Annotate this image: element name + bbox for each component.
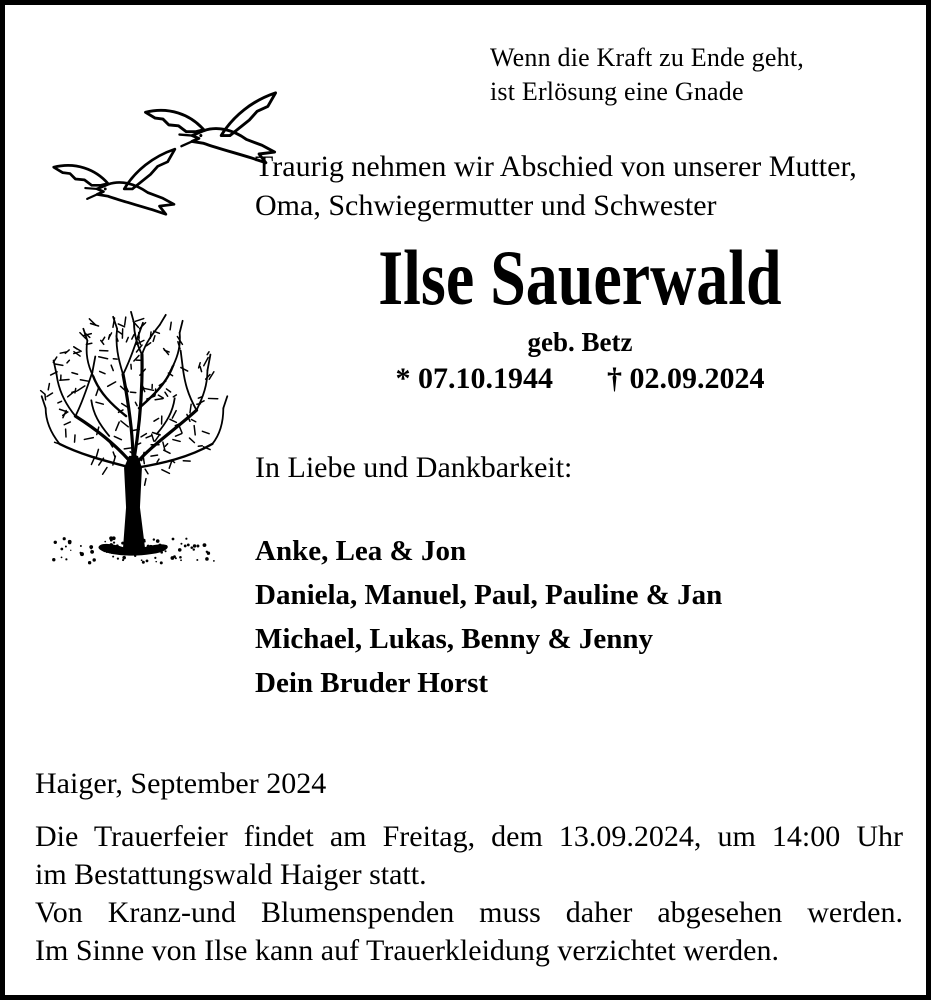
memorial-quote — [490, 41, 840, 109]
announcement-text: Traurig nehmen wir Abschied von unserer Mutter, Oma, Schwiegermutter und Schwester — [255, 150, 857, 222]
birth-date: * 07.10.1944 — [395, 362, 553, 395]
flying-birds-illustration — [45, 85, 280, 223]
funeral-line: Die Trauerfeier findet am Freitag, dem 13.09.2024, um 14:00 Uhr — [35, 820, 903, 853]
maiden-name: geb. Betz — [527, 327, 633, 357]
funeral-details — [35, 818, 903, 970]
mourners-line: Dein Bruder Horst — [255, 667, 489, 699]
quote-line-2: ist Erlösung eine Gnade — [490, 77, 744, 106]
funeral-line: Von Kranz-und Blumenspenden muss daher abgesehen werden. — [35, 896, 903, 929]
funeral-line: im Bestattungswald Haiger statt. — [35, 858, 427, 891]
bare-tree-illustration — [33, 297, 233, 565]
closing-phrase: In Liebe und Dankbarkeit: — [255, 451, 573, 484]
life-dates — [255, 362, 905, 396]
deceased-name: Ilse Sauerwald — [378, 234, 782, 321]
death-date: † 02.09.2024 — [607, 362, 765, 395]
funeral-line: Im Sinne von Ilse kann auf Trauerkleidung verzichtet werden. — [35, 934, 779, 967]
mourners-line: Anke, Lea & Jon — [255, 535, 467, 567]
place-and-date: Haiger, September 2024 — [35, 767, 327, 800]
mourners-list — [255, 529, 722, 705]
death-cross-symbol: † — [607, 362, 622, 395]
quote-line-1: Wenn die Kraft zu Ende geht, — [490, 43, 804, 72]
mourners-line: Michael, Lukas, Benny & Jenny — [255, 623, 653, 655]
birth-star-symbol: * — [395, 362, 411, 395]
mourners-line: Daniela, Manuel, Paul, Pauline & Jan — [255, 579, 723, 611]
